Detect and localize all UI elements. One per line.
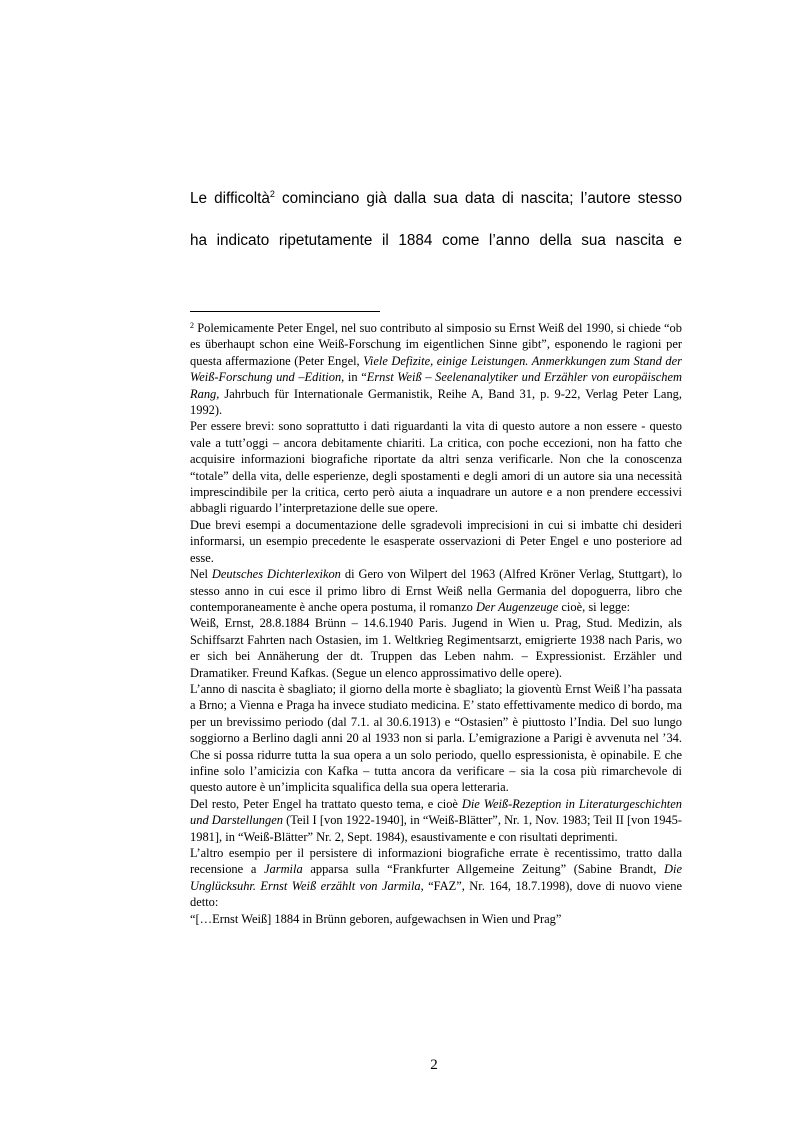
body-text-line-2: ha indicato ripetutamente il 1884 come l’anno della sua nascita e — [190, 232, 682, 249]
footnote-paragraph-6: L’anno di nascita è sbagliato; il giorno della morte è sbagliato; la gioventù Ernst Weiß l’ha passata a Brno; a Vienna e Praga ha invece studiato medicina. E’ stato effettivamente medico di bordo, ma per un brevissimo periodo (dal 7.1. al 30.6.1913) e “Ostasien” è piuttosto l’India. Del suo lungo soggiorno a Berlino dagli anni 20 al 1933 non si parla. L’emigrazione a Parigi è avvenuta nel ’34. Che si possa ridurre tutta la sua opera a un solo periodo, quello espressionista, è opinabile. E che infine solo l’amicizia con Kafka – tutta ancora da verificare – sia la cosa più rimarchevole di questo autore è un’implicita squalifica della sua opera letteraria. — [190, 681, 682, 795]
footnote-text: L’altro esempio per il persistere di informazioni biografiche errate è recentissimo, tratto dalla recensione a — [190, 846, 682, 877]
footnote-paragraph-4 — [190, 566, 682, 615]
footnote-text: apparsa sulla “Frankfurter Allgemeine Zeitung” (Sabine Brandt, — [302, 862, 665, 877]
footnote-text: , “FAZ”, Nr. 164, 18.7.1998), dove di nuovo viene detto: — [190, 878, 683, 910]
footnote-italic-title: Deutsches Dichterlexikon — [211, 567, 341, 582]
footnote-paragraph-2: Per essere brevi: sono soprattutto i dati riguardanti la vita di questo autore a non essere - questo vale a tutt’oggi – ancora debitamente chiariti. La critica, con poche eccezioni, non ha fatto che acquisire informazioni biografiche riportate da altri senza verificarle. Non che la conoscenza “totale” della vita, delle esperienze, degli spostamenti e degli amori di un autore sia una necessità imprescindibile per la critica, certo però aiuta a inquadrare un autore e a non prendere eccessivi abbagli riguardo l’interpretazione delle sue opere. — [190, 419, 682, 516]
footnote-block — [190, 318, 682, 927]
footnote-text: in “ — [344, 370, 367, 385]
body-text-segment: Le difficoltà — [190, 190, 270, 207]
footnote-text: (Teil I [von 1922-1940], in “Weiß-Blätter”, Nr. 1, Nov. 1983; Teil II [von 1945-1981], in “Weiß-Blätter” Nr. 2, Sept. 1984), esaustivamente e con risultati deprimenti. — [190, 813, 682, 844]
footnote-paragraph-8 — [190, 845, 682, 911]
footnote-text: Polemicamente Peter Engel, nel suo contributo al simposio su Ernst Weiß del 1990, si chiede “ob es überhaupt schon eine Weiß-Forschung im eigentlichen Sinne gibt”, esponendo le ragioni per questa affermazione (Peter Engel, — [190, 321, 682, 368]
footnote-paragraph-7 — [190, 796, 682, 845]
footnote-italic-title: Jarmila — [264, 862, 303, 877]
footnote-separator — [190, 311, 380, 312]
footnote-paragraph-3: Due brevi esempi a documentazione delle sgradevoli imprecisioni in cui si imbatte chi desideri informarsi, un esempio precedente le esasperate osservazioni di Peter Engel e uno posteriore ad esse. — [190, 517, 682, 565]
body-text-segment: cominciano già dalla sua data di nascita; l’autore stesso — [274, 190, 683, 207]
footnote-text: Nel — [190, 567, 212, 582]
footnote-italic-title: Viele Defizite, einige Leistungen. Anmerkkungen zum Stand der Weiß-Forschung und –Edition, — [190, 353, 682, 385]
footnote-text: Del resto, Peter Engel ha trattato questo tema, e cioè — [190, 796, 462, 811]
footnote-text: cioè, si legge: — [558, 599, 631, 614]
body-text-line-1 — [190, 190, 682, 206]
footnote-italic-title: Ernst Weiß – Seelenanalytiker und Erzähler von europäischem Rang, — [190, 370, 682, 401]
footnote-italic-title: Die Unglücksuhr. Ernst Weiß erzählt von Jarmila — [190, 862, 682, 893]
footnote-number: 2 — [190, 321, 194, 330]
page-number: 2 — [430, 1057, 438, 1073]
footnote-paragraph-1 — [190, 318, 682, 418]
footnote-text: Jahrbuch für Internationale Germanistik, Reihe A, Band 31, p. 9-22, Verlag Peter Lang, 1992). — [190, 386, 682, 418]
footnote-text: di Gero von Wilpert del 1963 (Alfred Kröner Verlag, Stuttgart), lo stesso anno in cui esce il primo libro di Ernst Weiß nella Germania del dopoguerra, libro che contemporaneamente è anche opera postuma, il romanzo — [190, 567, 682, 614]
footnote-paragraph-5: Weiß, Ernst, 28.8.1884 Brünn – 14.6.1940 Paris. Jugend in Wien u. Prag, Stud. Medizin, als Schiffsarzt Fahrten nach Ostasien, im 1. Weltkrieg Regimentsarzt, emigrierte 1938 nach Paris, wo er sich bei Annäherung der dt. Truppen das Leben nahm. – Expressionist. Erzähler und Dramatiker. Freund Kafkas. (Segue un elenco approssimativo delle opere). — [190, 616, 682, 680]
footnote-reference[interactable]: 2 — [269, 189, 275, 199]
footnote-italic-title: Die Weiß-Rezeption in Literaturgeschichten und Darstellungen — [190, 796, 682, 828]
footnote-paragraph-9: “[…Ernst Weiß] 1884 in Brünn geboren, aufgewachsen in Wien und Prag” — [190, 911, 562, 926]
footnote-italic-title: Der Augenzeuge — [475, 599, 559, 614]
